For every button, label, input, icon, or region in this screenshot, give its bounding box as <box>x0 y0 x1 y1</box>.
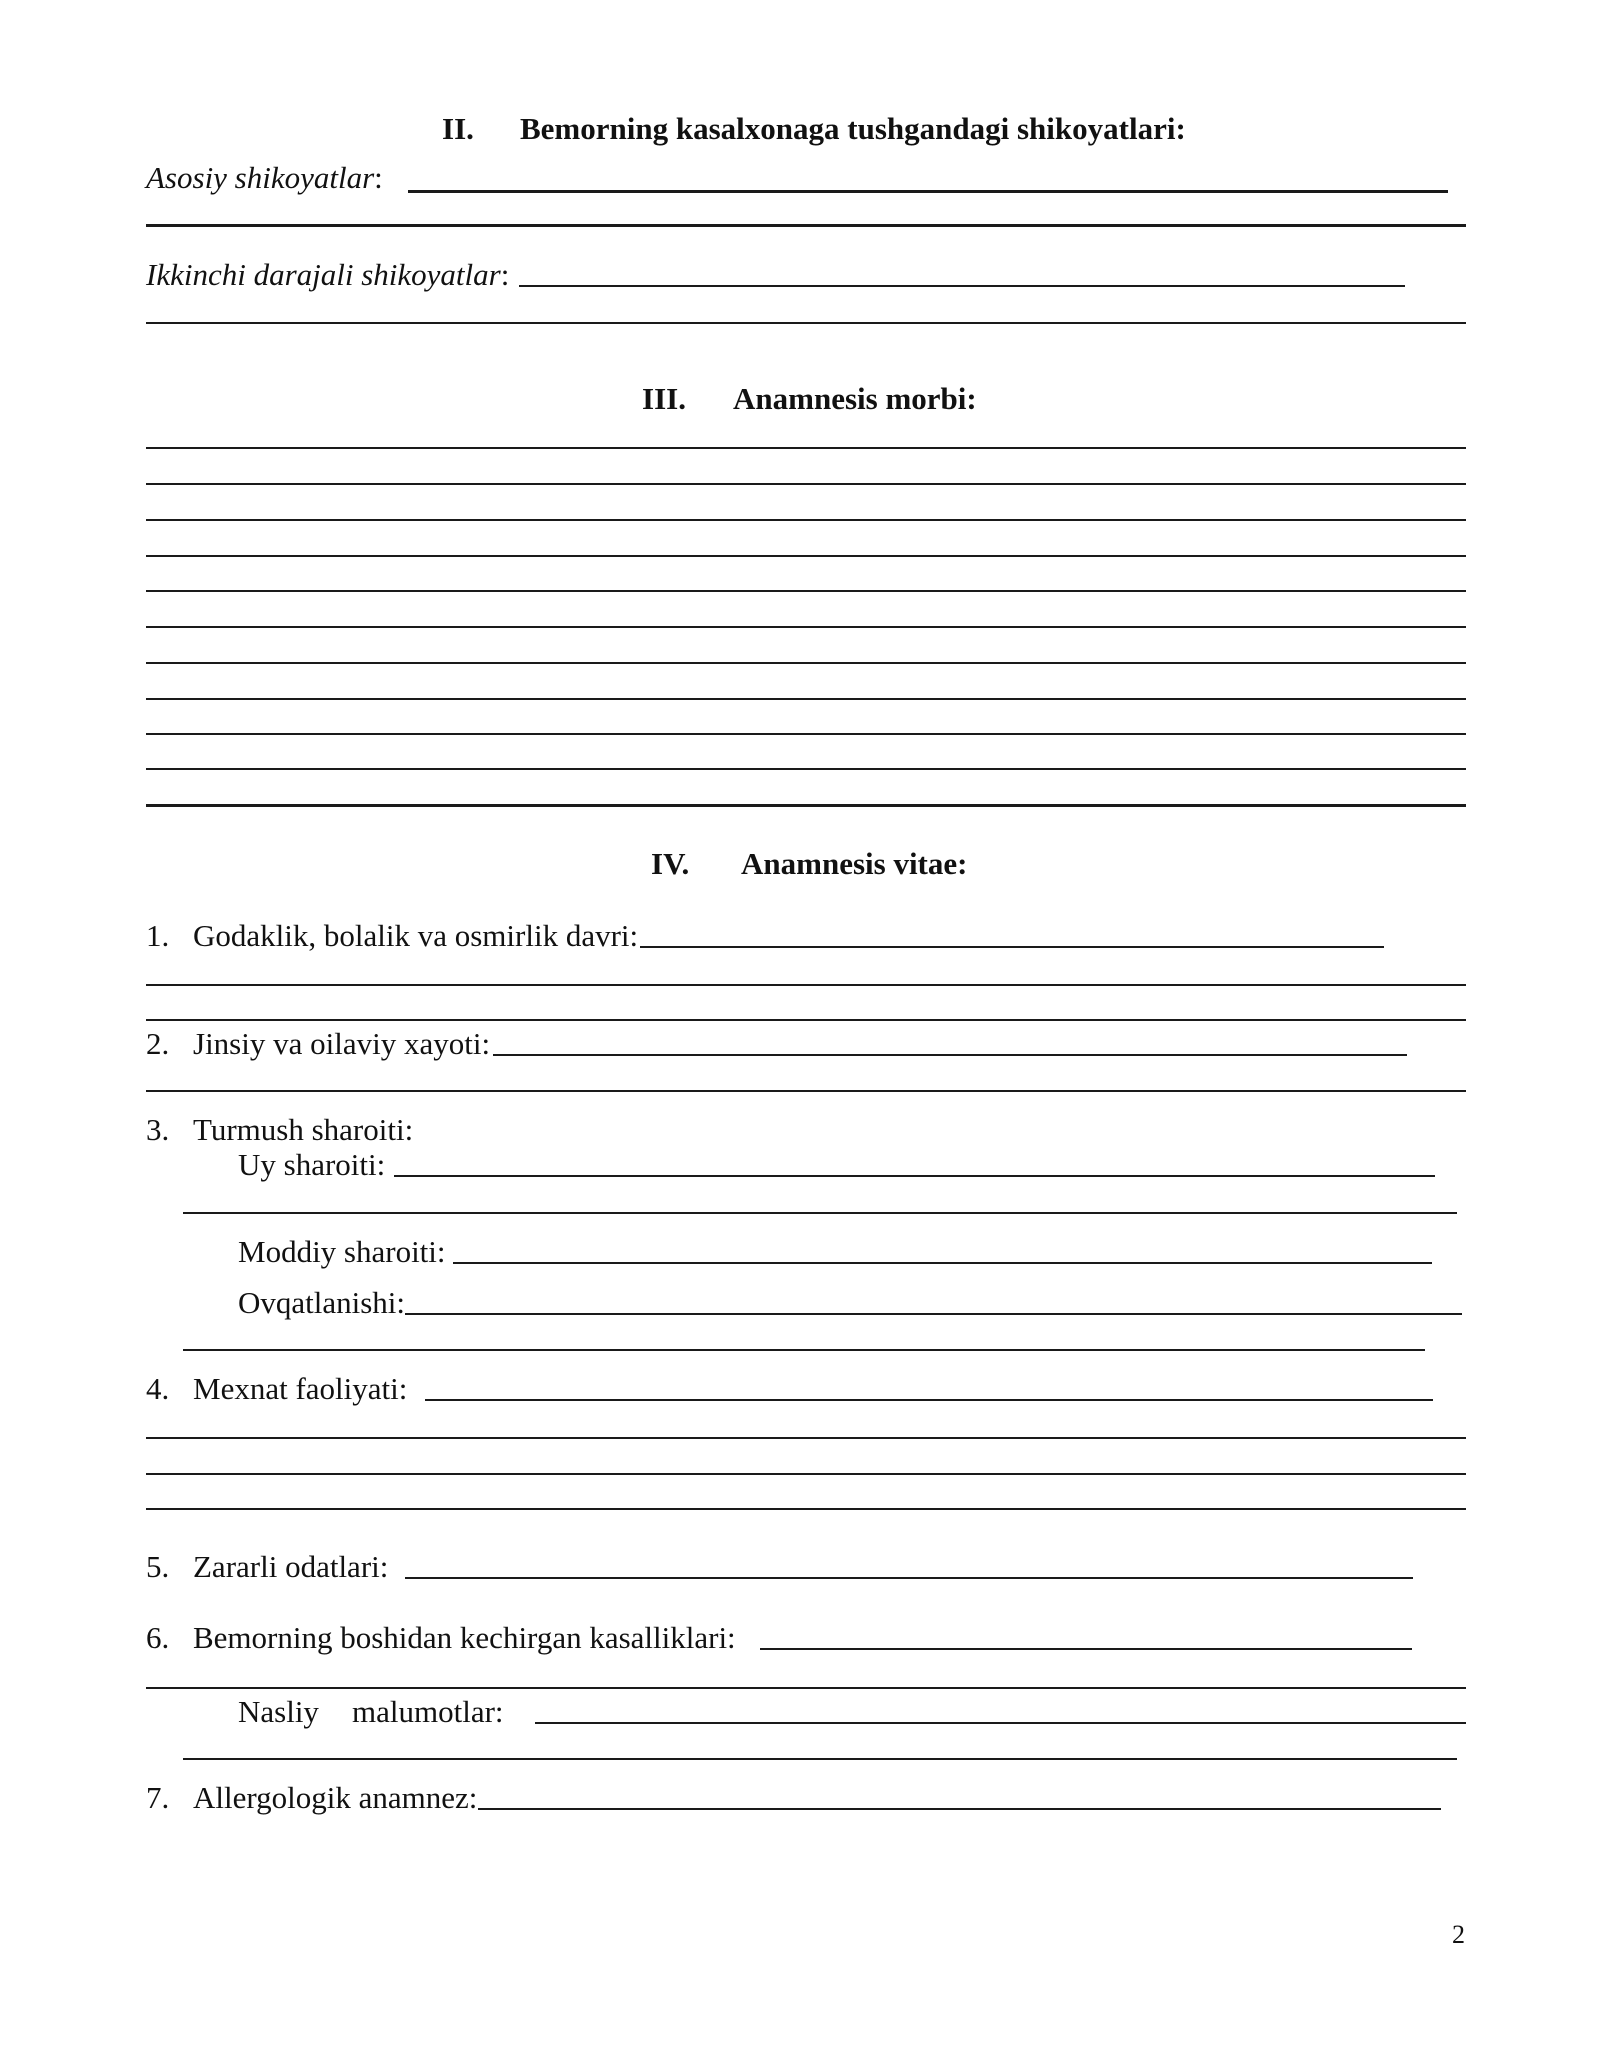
heredity-label-word2: malumotlar: <box>352 1694 504 1729</box>
anamnesis-morbi-line[interactable] <box>146 519 1466 521</box>
anamnesis-morbi-line[interactable] <box>146 590 1466 592</box>
heredity-label-word1: Nasliy <box>238 1694 319 1729</box>
secondary-complaints-line-2[interactable] <box>146 322 1466 324</box>
home-conditions-label: Uy sharoiti: <box>238 1147 386 1182</box>
heredity-line-2[interactable] <box>183 1758 1457 1760</box>
material-conditions-label: Moddiy sharoiti: <box>238 1234 446 1269</box>
item-4-number: 4. <box>146 1371 170 1406</box>
item-5-label: Zararli odatlari: <box>193 1549 389 1584</box>
section-3-number: III. <box>642 381 686 416</box>
secondary-complaints-colon: : <box>500 257 510 292</box>
item-7-field[interactable] <box>478 1808 1441 1810</box>
anamnesis-morbi-line[interactable] <box>146 483 1466 485</box>
heredity-field[interactable] <box>535 1722 1466 1724</box>
item-4-line-2[interactable] <box>146 1437 1466 1439</box>
item-3-number: 3. <box>146 1112 170 1147</box>
item-2-line-2[interactable] <box>146 1090 1466 1092</box>
main-complaints-line-2[interactable] <box>146 224 1466 227</box>
anamnesis-morbi-line[interactable] <box>146 804 1466 807</box>
item-5-number: 5. <box>146 1549 170 1584</box>
anamnesis-morbi-line[interactable] <box>146 698 1466 700</box>
item-6-number: 6. <box>146 1620 170 1655</box>
anamnesis-morbi-line[interactable] <box>146 447 1466 449</box>
section-3-title: Anamnesis morbi: <box>733 381 977 416</box>
item-2-field[interactable] <box>493 1054 1407 1056</box>
home-conditions-field[interactable] <box>394 1175 1435 1177</box>
anamnesis-morbi-line[interactable] <box>146 555 1466 557</box>
anamnesis-morbi-line[interactable] <box>146 626 1466 628</box>
secondary-complaints-field[interactable] <box>519 285 1405 287</box>
item-1-line-2[interactable] <box>146 984 1466 986</box>
item-1-label: Godaklik, bolalik va osmirlik davri: <box>193 918 639 953</box>
item-1-line-3[interactable] <box>146 1019 1466 1021</box>
nutrition-field[interactable] <box>405 1313 1462 1315</box>
main-complaints-text: Asosiy shikoyatlar <box>146 160 375 195</box>
item-6-field[interactable] <box>760 1648 1412 1650</box>
main-complaints-label <box>146 160 383 196</box>
item-6-line-2[interactable] <box>146 1687 1466 1689</box>
item-6-label: Bemorning boshidan kechirgan kasalliklari: <box>193 1620 736 1655</box>
item-5-field[interactable] <box>405 1577 1413 1579</box>
home-conditions-line-2[interactable] <box>183 1212 1457 1214</box>
item-2-number: 2. <box>146 1026 170 1061</box>
item-7-label: Allergologik anamnez: <box>193 1780 478 1815</box>
item-3-label: Turmush sharoiti: <box>193 1112 414 1147</box>
section-4-title: Anamnesis vitae: <box>741 846 968 881</box>
nutrition-label: Ovqatlanishi: <box>238 1285 406 1320</box>
section-2-number: II. <box>442 111 474 146</box>
item-4-line-4[interactable] <box>146 1508 1466 1510</box>
item-1-number: 1. <box>146 918 170 953</box>
item-4-line-3[interactable] <box>146 1473 1466 1475</box>
anamnesis-morbi-line[interactable] <box>146 768 1466 770</box>
anamnesis-morbi-line[interactable] <box>146 662 1466 664</box>
section-4-number: IV. <box>651 846 690 881</box>
item-1-field[interactable] <box>640 946 1384 948</box>
item-4-label: Mexnat faoliyati: <box>193 1371 408 1406</box>
section-2-title: Bemorning kasalxonaga tushgandagi shikoyatlari: <box>520 111 1186 146</box>
item-7-number: 7. <box>146 1780 170 1815</box>
main-complaints-field[interactable] <box>408 190 1448 193</box>
main-complaints-colon: : <box>374 160 383 195</box>
nutrition-line-2[interactable] <box>183 1349 1425 1351</box>
secondary-complaints-label <box>146 257 509 293</box>
secondary-complaints-text: Ikkinchi darajali shikoyatlar <box>146 257 501 292</box>
anamnesis-morbi-line[interactable] <box>146 733 1466 735</box>
item-4-field[interactable] <box>425 1399 1433 1401</box>
item-2-label: Jinsiy va oilaviy xayoti: <box>193 1026 491 1061</box>
page-number: 2 <box>1452 1920 1465 1949</box>
material-conditions-field[interactable] <box>453 1262 1432 1264</box>
